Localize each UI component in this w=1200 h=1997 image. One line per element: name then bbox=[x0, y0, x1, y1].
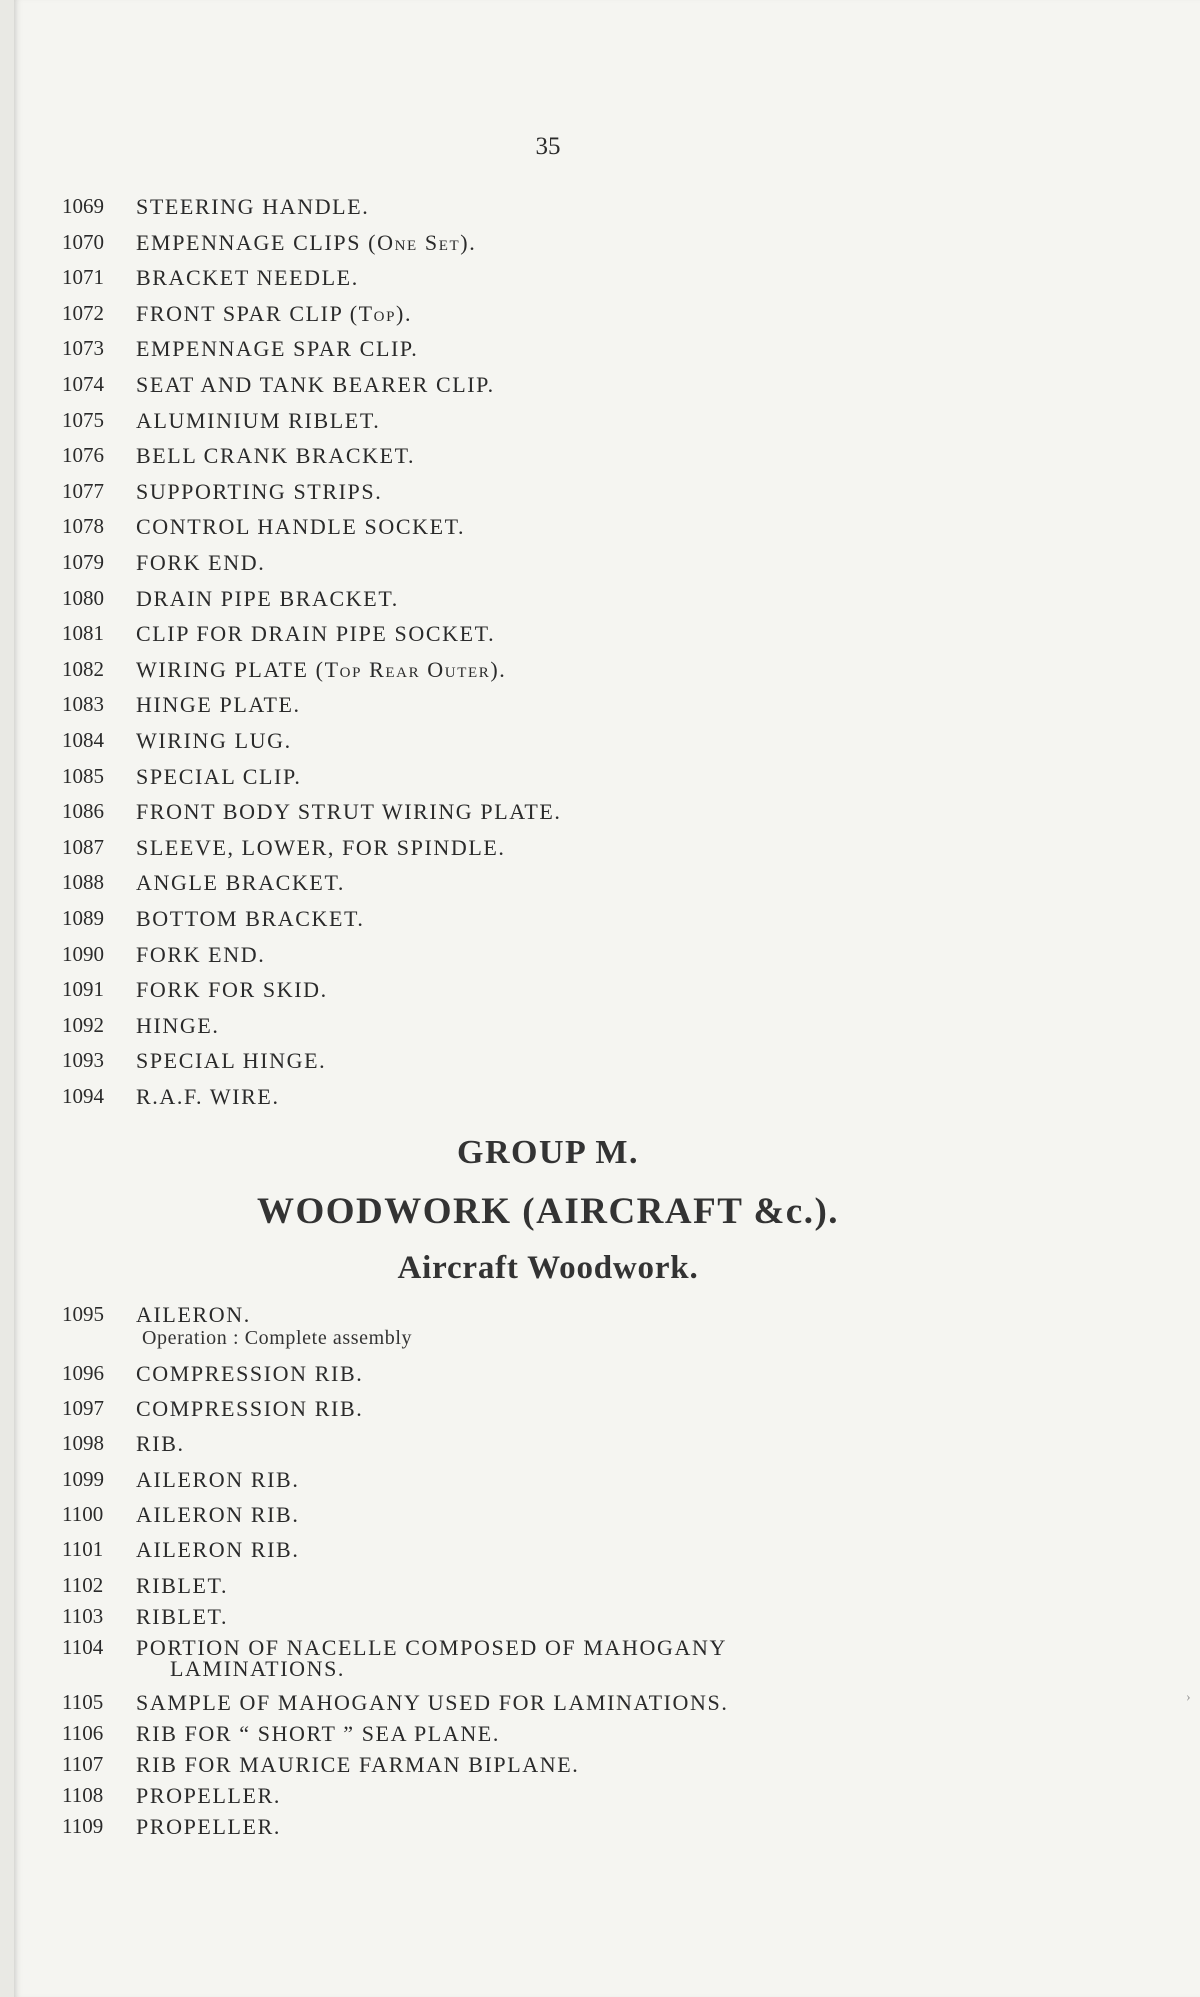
item-text bbox=[136, 550, 265, 576]
item-text-suffix: ). bbox=[460, 229, 477, 255]
item-number: 1075 bbox=[62, 407, 104, 432]
page-number: 35 bbox=[535, 133, 561, 160]
item-text-main: FRONT SPAR CLIP ( bbox=[136, 300, 359, 326]
item-text bbox=[136, 799, 562, 825]
item-text bbox=[136, 1048, 326, 1074]
item-number: 1089 bbox=[62, 906, 104, 930]
item-text-main: EMPENNAGE CLIPS ( bbox=[136, 229, 378, 255]
print-speck: › bbox=[1186, 1690, 1191, 1705]
item-text bbox=[136, 977, 328, 1003]
item-number: 1094 bbox=[62, 1084, 104, 1108]
item-text-main: DRAIN PIPE BRACKET. bbox=[136, 585, 399, 611]
item-text bbox=[136, 1502, 299, 1528]
item-text-main: PROPELLER. bbox=[136, 1814, 281, 1839]
item-text-main: RIBLET. bbox=[136, 1573, 229, 1598]
item-text-main: STEERING HANDLE. bbox=[136, 194, 370, 219]
item-text-main: COMPRESSION RIB. bbox=[136, 1361, 364, 1386]
item-number: 1069 bbox=[62, 194, 104, 218]
item-text-main: ALUMINIUM RIBLET. bbox=[136, 407, 381, 433]
item-text bbox=[136, 586, 399, 612]
item-text-main: EMPENNAGE SPAR CLIP. bbox=[136, 336, 419, 362]
item-text bbox=[136, 1752, 579, 1778]
item-number: 1097 bbox=[62, 1396, 104, 1420]
item-number: 1082 bbox=[62, 656, 104, 681]
item-text-main: SPECIAL CLIP. bbox=[136, 763, 302, 789]
item-number: 1071 bbox=[62, 265, 104, 290]
item-text bbox=[136, 479, 382, 505]
item-continuation: LAMINATIONS. bbox=[170, 1656, 346, 1681]
item-text-main: PROPELLER. bbox=[136, 1783, 281, 1808]
item-number: 1076 bbox=[62, 443, 104, 468]
item-text-main: AILERON RIB. bbox=[136, 1537, 300, 1562]
item-text-main: SUPPORTING STRIPS. bbox=[136, 478, 383, 504]
item-text-main: BELL CRANK BRACKET. bbox=[136, 443, 416, 469]
item-number: 1085 bbox=[62, 763, 104, 788]
item-text-main: RIBLET. bbox=[136, 1604, 229, 1629]
item-text bbox=[136, 1537, 299, 1563]
item-number: 1096 bbox=[62, 1361, 104, 1385]
item-number: 1083 bbox=[62, 692, 104, 717]
item-number: 1090 bbox=[62, 941, 104, 966]
item-number: 1104 bbox=[62, 1635, 104, 1659]
item-text bbox=[136, 1467, 299, 1493]
item-text-main: FORK END. bbox=[136, 941, 266, 967]
item-number: 1080 bbox=[62, 585, 104, 610]
item-text-main: WIRING LUG. bbox=[136, 728, 292, 753]
item-number: 1079 bbox=[62, 550, 104, 574]
item-text bbox=[136, 408, 380, 434]
item-number: 1098 bbox=[62, 1431, 104, 1455]
item-text bbox=[136, 657, 506, 683]
item-text-main: RIB. bbox=[136, 1431, 185, 1456]
item-text-main: SAMPLE OF MAHOGANY USED FOR LAMINATIONS. bbox=[136, 1690, 729, 1715]
item-text bbox=[136, 942, 265, 968]
section-heading bbox=[14, 1190, 1082, 1233]
item-text bbox=[136, 621, 495, 647]
item-number: 1070 bbox=[62, 229, 104, 254]
item-number: 1109 bbox=[62, 1814, 104, 1838]
item-text bbox=[136, 1431, 185, 1457]
section-heading-main: WOODWORK bbox=[256, 1191, 512, 1232]
section-heading-paren: (AIRCRAFT &c.). bbox=[522, 1191, 840, 1232]
item-text bbox=[136, 1084, 280, 1110]
item-text-main: HINGE. bbox=[136, 1012, 220, 1038]
item-text bbox=[136, 835, 506, 861]
item-text-main: CONTROL HANDLE SOCKET. bbox=[136, 514, 466, 540]
document-page bbox=[14, 0, 1200, 1997]
item-text bbox=[136, 1573, 228, 1599]
item-text-qualifier: Top Rear Outer bbox=[324, 656, 491, 682]
item-text-main: SEAT AND TANK BEARER CLIP. bbox=[136, 372, 495, 397]
item-text bbox=[136, 1604, 228, 1630]
item-text bbox=[136, 1721, 500, 1747]
item-number: 1101 bbox=[62, 1537, 104, 1561]
item-number: 1087 bbox=[62, 834, 104, 859]
item-text bbox=[136, 514, 465, 540]
item-text bbox=[136, 1783, 281, 1809]
item-text bbox=[136, 230, 476, 256]
item-text bbox=[136, 906, 365, 932]
item-text bbox=[136, 1361, 363, 1387]
item-text bbox=[136, 1690, 728, 1716]
item-text-main: BRACKET NEEDLE. bbox=[136, 265, 359, 291]
item-text-main: RIB FOR “ SHORT ” SEA PLANE. bbox=[136, 1721, 500, 1746]
item-text-main: COMPRESSION RIB. bbox=[136, 1396, 364, 1421]
item-number: 1099 bbox=[62, 1467, 104, 1491]
item-text: AILERON. bbox=[136, 1302, 251, 1327]
item-text-main: FORK END. bbox=[136, 550, 266, 575]
item-number: 1108 bbox=[62, 1783, 104, 1807]
item-number: 1072 bbox=[62, 300, 104, 325]
item-text bbox=[136, 1814, 281, 1840]
item-text bbox=[136, 301, 412, 327]
item-text-main: AILERON RIB. bbox=[136, 1502, 300, 1527]
item-number: 1088 bbox=[62, 870, 104, 895]
item-text bbox=[136, 372, 495, 398]
item-text bbox=[136, 870, 345, 896]
item-number: 1107 bbox=[62, 1752, 104, 1776]
item-text bbox=[136, 1013, 220, 1039]
item-number: 1105 bbox=[62, 1690, 104, 1714]
item-text-main: HINGE PLATE. bbox=[136, 692, 301, 718]
item-text-main: CLIP FOR DRAIN PIPE SOCKET. bbox=[136, 621, 496, 647]
item-text-main: SPECIAL HINGE. bbox=[136, 1048, 327, 1074]
item-text-main: FORK FOR SKID. bbox=[136, 977, 328, 1003]
item-text bbox=[136, 764, 301, 790]
group-heading: GROUP M. bbox=[457, 1134, 639, 1171]
item-text-main: AILERON RIB. bbox=[136, 1467, 300, 1492]
item-number: 1073 bbox=[62, 336, 104, 361]
item-text-main: WIRING PLATE ( bbox=[136, 656, 325, 682]
item-text-qualifier: Top bbox=[358, 300, 397, 326]
item-number: 1093 bbox=[62, 1048, 104, 1073]
subsection-heading: Aircraft Woodwork. bbox=[397, 1250, 699, 1286]
item-text-main: FRONT BODY STRUT WIRING PLATE. bbox=[136, 799, 562, 825]
item-number: 1084 bbox=[62, 728, 104, 752]
item-text bbox=[136, 728, 292, 754]
item-number: 1086 bbox=[62, 799, 104, 824]
item-text bbox=[136, 336, 418, 362]
item-number: 1100 bbox=[62, 1502, 104, 1526]
item-text bbox=[136, 265, 359, 291]
item-number: 1106 bbox=[62, 1721, 104, 1745]
item-number: 1102 bbox=[62, 1573, 104, 1597]
item-text-suffix: ). bbox=[396, 300, 413, 326]
item-text-main: R.A.F. WIRE. bbox=[136, 1084, 280, 1109]
item-number: 1095 bbox=[62, 1302, 104, 1326]
item-number: 1091 bbox=[62, 977, 104, 1002]
item-text bbox=[136, 443, 415, 469]
item-text-main: ANGLE BRACKET. bbox=[136, 870, 345, 896]
operation-note: Operation : Complete assembly bbox=[142, 1327, 413, 1349]
item-number: 1077 bbox=[62, 478, 104, 503]
item-number: 1074 bbox=[62, 372, 104, 396]
item-text-suffix: ). bbox=[490, 656, 507, 682]
item-text bbox=[136, 1396, 363, 1422]
item-number: 1103 bbox=[62, 1604, 104, 1628]
item-text-main: PORTION OF NACELLE COMPOSED OF MAHOGANY bbox=[136, 1635, 727, 1660]
item-number: 1092 bbox=[62, 1012, 104, 1037]
item-text-qualifier: One Set bbox=[377, 229, 461, 255]
item-number: 1078 bbox=[62, 514, 104, 539]
item-number: 1081 bbox=[62, 621, 104, 646]
item-text-main: BOTTOM BRACKET. bbox=[136, 906, 365, 931]
item-text-main: RIB FOR MAURICE FARMAN BIPLANE. bbox=[136, 1752, 580, 1777]
item-text bbox=[136, 194, 369, 220]
item-text bbox=[136, 692, 301, 718]
item-text-main: SLEEVE, LOWER, FOR SPINDLE. bbox=[136, 834, 506, 860]
